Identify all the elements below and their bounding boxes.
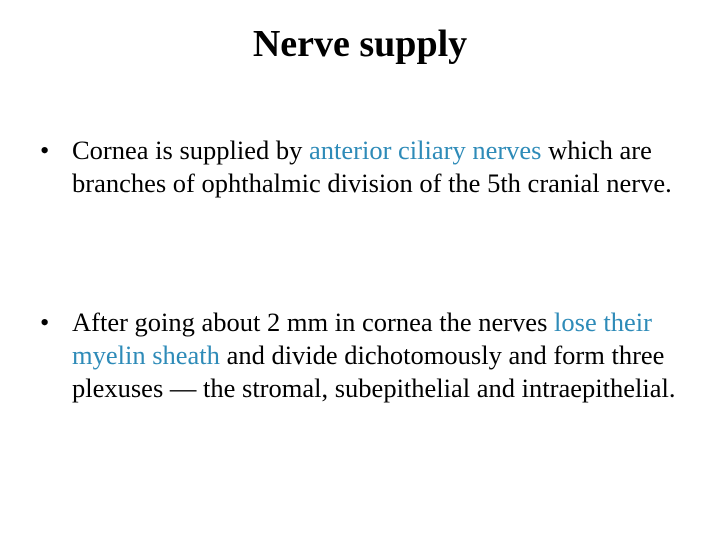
bullet-list-2 xyxy=(40,306,680,405)
bullet-item xyxy=(40,306,680,405)
bullet-list-1 xyxy=(40,134,680,200)
bullet-text: which are branches of ophthalmic division of the 5th cranial nerve. xyxy=(72,135,672,198)
bullet-text: Cornea is supplied by xyxy=(72,135,309,165)
bullet-item xyxy=(40,134,680,200)
bullet-text: and divide dichotomously and form three plexuses — the stromal, subepithelial and intraepithelial. xyxy=(72,340,676,403)
slide-title: Nerve supply xyxy=(252,23,468,65)
highlighted-term: anterior ciliary nerves xyxy=(309,135,542,165)
bullet-dot-icon: • xyxy=(40,135,50,165)
bullet-text: After going about 2 mm in cornea the nerves xyxy=(72,307,555,337)
highlighted-term: lose their myelin sheath xyxy=(72,307,652,370)
bullet-dot-icon: • xyxy=(40,307,50,337)
